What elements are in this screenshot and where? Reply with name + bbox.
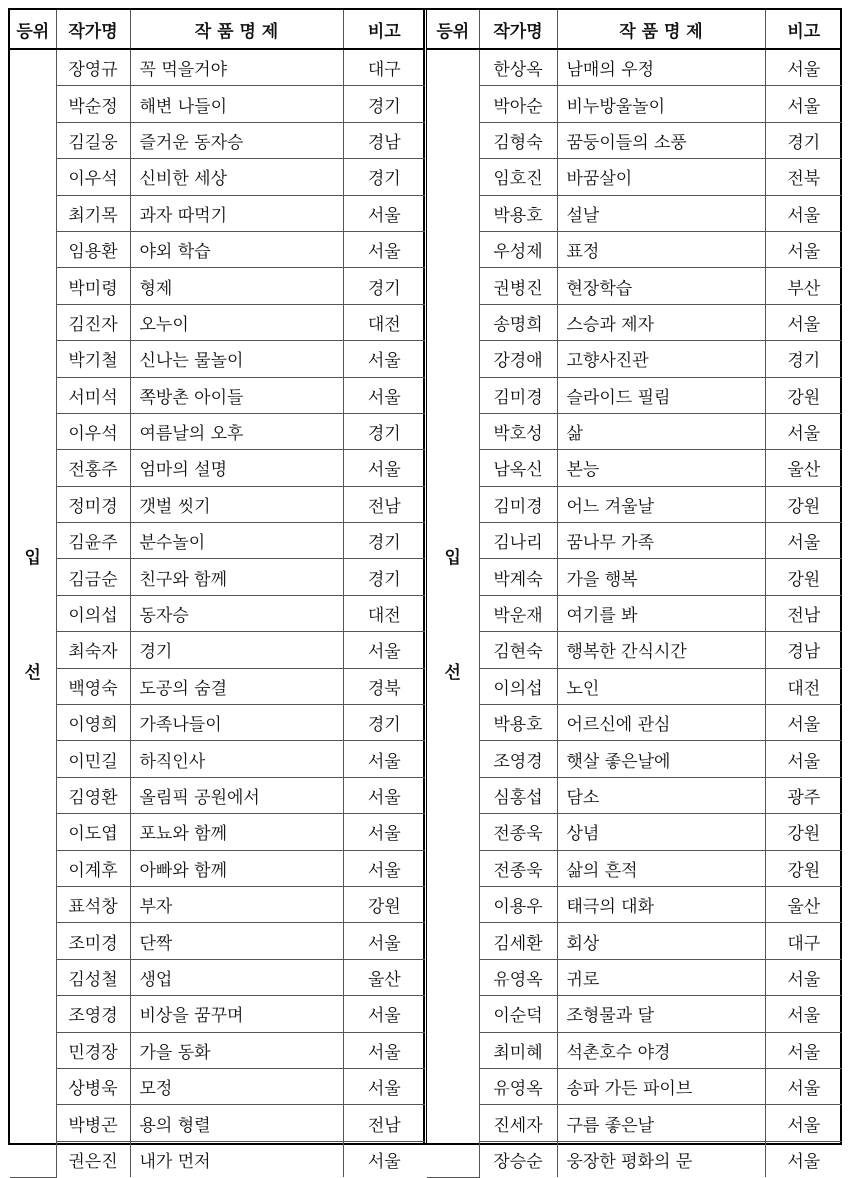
left-header-row: [10, 10, 425, 49]
table-row: [10, 486, 425, 522]
author-cell: 김형숙: [479, 122, 557, 158]
table-row: [427, 195, 842, 231]
title-cell: 구름 좋은날: [557, 1105, 765, 1141]
author-cell: 권병진: [479, 268, 557, 304]
note-cell: 서울: [765, 413, 842, 449]
note-cell: 서울: [343, 923, 425, 959]
note-cell: 경기: [765, 122, 842, 158]
title-cell: 형제: [130, 268, 343, 304]
title-cell: 현장학습: [557, 268, 765, 304]
author-cell: 박병곤: [56, 1105, 130, 1141]
author-cell: 이용우: [479, 886, 557, 922]
title-cell: 신나는 물놀이: [130, 341, 343, 377]
table-row: [427, 705, 842, 741]
title-cell: 어느 겨울날: [557, 486, 765, 522]
note-cell: 전남: [765, 595, 842, 631]
author-cell: 김성철: [56, 959, 130, 995]
title-cell: 꼭 먹을거야: [130, 49, 343, 86]
title-cell: 귀로: [557, 959, 765, 995]
note-cell: 대전: [765, 668, 842, 704]
table-row: [10, 850, 425, 886]
author-cell: 한상옥: [479, 49, 557, 86]
left-results-table: [10, 10, 425, 1178]
note-cell: 서울: [343, 377, 425, 413]
note-cell: 서울: [343, 850, 425, 886]
right-results-table: [427, 10, 842, 1178]
table-row: [427, 523, 842, 559]
table-row: [427, 777, 842, 813]
table-row: [10, 1068, 425, 1104]
author-cell: 남옥신: [479, 450, 557, 486]
note-cell: 울산: [765, 886, 842, 922]
author-cell: 강경애: [479, 341, 557, 377]
title-cell: 남매의 우정: [557, 49, 765, 86]
table-row: [10, 195, 425, 231]
note-cell: 부산: [765, 268, 842, 304]
title-cell: 과자 따먹기: [130, 195, 343, 231]
author-cell: 최미혜: [479, 1032, 557, 1068]
note-cell: 서울: [765, 1105, 842, 1141]
author-header: 작가명: [56, 10, 130, 49]
author-cell: 김미경: [479, 377, 557, 413]
note-cell: 울산: [765, 450, 842, 486]
title-cell: 웅장한 평화의 문: [557, 1141, 765, 1177]
note-cell: 서울: [343, 341, 425, 377]
author-cell: 이영희: [56, 705, 130, 741]
note-cell: 경기: [343, 523, 425, 559]
title-cell: 표정: [557, 231, 765, 267]
note-cell: 서울: [343, 1141, 425, 1177]
note-cell: 서울: [343, 450, 425, 486]
table-row: [10, 1105, 425, 1141]
left-table-body: [10, 49, 425, 1177]
author-cell: 표석창: [56, 886, 130, 922]
title-cell: 분수놀이: [130, 523, 343, 559]
title-cell: 상념: [557, 814, 765, 850]
title-cell: 바꿈살이: [557, 159, 765, 195]
table-row: [10, 377, 425, 413]
title-cell: 즐거운 동자승: [130, 122, 343, 158]
table-row: [427, 122, 842, 158]
author-cell: 김진자: [56, 304, 130, 340]
author-cell: 이우석: [56, 413, 130, 449]
note-cell: 서울: [765, 304, 842, 340]
note-cell: 대구: [343, 49, 425, 86]
table-row: [427, 668, 842, 704]
results-sheet: [8, 8, 842, 1172]
author-cell: 박운재: [479, 595, 557, 631]
title-cell: 스승과 제자: [557, 304, 765, 340]
author-cell: 박호성: [479, 413, 557, 449]
table-row: [427, 595, 842, 631]
author-cell: 이의섭: [479, 668, 557, 704]
title-cell: 오누이: [130, 304, 343, 340]
title-cell: 부자: [130, 886, 343, 922]
title-cell: 갯벌 씻기: [130, 486, 343, 522]
table-row: [427, 559, 842, 595]
table-row: [10, 886, 425, 922]
note-cell: 서울: [765, 49, 842, 86]
title-header: 작 품 명 제: [557, 10, 765, 49]
note-cell: 서울: [343, 231, 425, 267]
author-cell: 전홍주: [56, 450, 130, 486]
title-cell: 단짝: [130, 923, 343, 959]
right-table-panel: [426, 10, 841, 1172]
note-cell: 서울: [343, 1032, 425, 1068]
title-cell: 비누방울놀이: [557, 86, 765, 122]
table-row: [10, 523, 425, 559]
title-header: 작 품 명 제: [130, 10, 343, 49]
note-header: 비고: [343, 10, 425, 49]
author-cell: 박계숙: [479, 559, 557, 595]
author-cell: 전종욱: [479, 814, 557, 850]
table-row: [10, 86, 425, 122]
title-cell: 본능: [557, 450, 765, 486]
author-cell: 박순정: [56, 86, 130, 122]
author-cell: 정미경: [56, 486, 130, 522]
title-cell: 석촌호수 야경: [557, 1032, 765, 1068]
table-row: [10, 595, 425, 631]
note-cell: 대전: [343, 304, 425, 340]
table-row: [10, 159, 425, 195]
table-row: [427, 450, 842, 486]
note-cell: 경기: [765, 341, 842, 377]
note-cell: 울산: [343, 959, 425, 995]
table-row: [427, 814, 842, 850]
table-row: [10, 959, 425, 995]
rank-label-bottom: 선: [444, 663, 461, 684]
note-cell: 서울: [343, 195, 425, 231]
rank-cell: [10, 49, 56, 1177]
table-row: [10, 1032, 425, 1068]
author-cell: 김미경: [479, 486, 557, 522]
title-cell: 꿈나무 가족: [557, 523, 765, 559]
title-cell: 어르신에 관심: [557, 705, 765, 741]
table-row: [427, 1068, 842, 1104]
title-cell: 하직인사: [130, 741, 343, 777]
note-header: 비고: [765, 10, 842, 49]
author-cell: 김길웅: [56, 122, 130, 158]
author-cell: 이우석: [56, 159, 130, 195]
note-cell: 경기: [343, 705, 425, 741]
title-cell: 담소: [557, 777, 765, 813]
table-row: [427, 86, 842, 122]
author-cell: 김영환: [56, 777, 130, 813]
note-cell: 서울: [765, 741, 842, 777]
author-cell: 조영경: [56, 996, 130, 1032]
title-cell: 가족나들이: [130, 705, 343, 741]
author-cell: 임용환: [56, 231, 130, 267]
title-cell: 올림픽 공원에서: [130, 777, 343, 813]
note-cell: 경남: [343, 122, 425, 158]
note-cell: 서울: [765, 231, 842, 267]
table-row: [10, 1141, 425, 1177]
note-cell: 경기: [343, 559, 425, 595]
table-row: [427, 377, 842, 413]
title-cell: 용의 형렬: [130, 1105, 343, 1141]
note-cell: 강원: [765, 814, 842, 850]
title-cell: 송파 가든 파이브: [557, 1068, 765, 1104]
note-cell: 서울: [343, 814, 425, 850]
author-cell: 진세자: [479, 1105, 557, 1141]
title-cell: 생업: [130, 959, 343, 995]
author-cell: 백영숙: [56, 668, 130, 704]
table-row: [10, 814, 425, 850]
author-cell: 이계후: [56, 850, 130, 886]
table-row: [427, 486, 842, 522]
title-cell: 쪽방촌 아이들: [130, 377, 343, 413]
title-cell: 경기: [130, 632, 343, 668]
author-cell: 최기목: [56, 195, 130, 231]
title-cell: 가을 동화: [130, 1032, 343, 1068]
author-cell: 김나리: [479, 523, 557, 559]
note-cell: 강원: [765, 559, 842, 595]
table-row: [427, 268, 842, 304]
author-cell: 이순덕: [479, 996, 557, 1032]
table-row: [427, 1105, 842, 1141]
note-cell: 서울: [765, 86, 842, 122]
table-row: [10, 559, 425, 595]
title-cell: 태극의 대화: [557, 886, 765, 922]
author-cell: 박용호: [479, 705, 557, 741]
rank-cell: [427, 49, 479, 1177]
note-cell: 대구: [765, 923, 842, 959]
title-cell: 삶: [557, 413, 765, 449]
author-cell: 상병욱: [56, 1068, 130, 1104]
author-cell: 장승순: [479, 1141, 557, 1177]
title-cell: 친구와 함께: [130, 559, 343, 595]
table-row: [10, 923, 425, 959]
title-cell: 슬라이드 필림: [557, 377, 765, 413]
rank-header: 등위: [427, 10, 479, 49]
rank-header: 등위: [10, 10, 56, 49]
author-cell: 이민길: [56, 741, 130, 777]
author-cell: 조영경: [479, 741, 557, 777]
note-cell: 서울: [343, 1068, 425, 1104]
title-cell: 가을 행복: [557, 559, 765, 595]
table-row: [10, 632, 425, 668]
table-row: [427, 413, 842, 449]
author-cell: 김윤주: [56, 523, 130, 559]
note-cell: 서울: [765, 523, 842, 559]
table-row: [427, 159, 842, 195]
author-cell: 유영옥: [479, 959, 557, 995]
note-cell: 서울: [765, 1141, 842, 1177]
note-cell: 전북: [765, 159, 842, 195]
title-cell: 해변 나들이: [130, 86, 343, 122]
table-row: [10, 122, 425, 158]
note-cell: 경기: [343, 159, 425, 195]
table-row: [427, 959, 842, 995]
title-cell: 동자승: [130, 595, 343, 631]
note-cell: 서울: [343, 632, 425, 668]
title-cell: 포뇨와 함께: [130, 814, 343, 850]
title-cell: 여기를 봐: [557, 595, 765, 631]
table-row: [10, 49, 425, 86]
table-row: [10, 777, 425, 813]
title-cell: 햇살 좋은날에: [557, 741, 765, 777]
table-row: [427, 632, 842, 668]
author-cell: 서미석: [56, 377, 130, 413]
title-cell: 엄마의 설명: [130, 450, 343, 486]
note-cell: 서울: [765, 959, 842, 995]
author-cell: 심홍섭: [479, 777, 557, 813]
table-row: [427, 304, 842, 340]
author-cell: 이의섭: [56, 595, 130, 631]
note-cell: 광주: [765, 777, 842, 813]
author-cell: 장영규: [56, 49, 130, 86]
title-cell: 노인: [557, 668, 765, 704]
table-row: [10, 413, 425, 449]
author-cell: 박기철: [56, 341, 130, 377]
table-row: [427, 341, 842, 377]
note-cell: 경북: [343, 668, 425, 704]
title-cell: 고향사진관: [557, 341, 765, 377]
note-cell: 경기: [343, 86, 425, 122]
left-table-panel: [10, 10, 425, 1172]
table-row: [427, 741, 842, 777]
title-cell: 아빠와 함께: [130, 850, 343, 886]
note-cell: 서울: [343, 741, 425, 777]
author-header: 작가명: [479, 10, 557, 49]
author-cell: 전종욱: [479, 850, 557, 886]
title-cell: 꿈둥이들의 소풍: [557, 122, 765, 158]
author-cell: 박아순: [479, 86, 557, 122]
title-cell: 모정: [130, 1068, 343, 1104]
note-cell: 서울: [765, 1068, 842, 1104]
note-cell: 강원: [765, 850, 842, 886]
note-cell: 경남: [765, 632, 842, 668]
table-row: [427, 923, 842, 959]
author-cell: 조미경: [56, 923, 130, 959]
note-cell: 강원: [765, 377, 842, 413]
note-cell: 강원: [343, 886, 425, 922]
table-row: [10, 304, 425, 340]
table-row: [10, 668, 425, 704]
author-cell: 이도엽: [56, 814, 130, 850]
title-cell: 여름날의 오후: [130, 413, 343, 449]
title-cell: 삶의 흔적: [557, 850, 765, 886]
title-cell: 조형물과 달: [557, 996, 765, 1032]
note-cell: 경기: [343, 413, 425, 449]
table-row: [427, 1141, 842, 1177]
table-row: [427, 996, 842, 1032]
note-cell: 강원: [765, 486, 842, 522]
note-cell: 전남: [343, 1105, 425, 1141]
table-row: [10, 231, 425, 267]
right-table-body: [427, 49, 842, 1177]
author-cell: 임호진: [479, 159, 557, 195]
title-cell: 신비한 세상: [130, 159, 343, 195]
note-cell: 서울: [343, 996, 425, 1032]
rank-label-top: 입: [24, 548, 41, 569]
table-row: [10, 450, 425, 486]
title-cell: 도공의 숨결: [130, 668, 343, 704]
author-cell: 권은진: [56, 1141, 130, 1177]
table-row: [427, 886, 842, 922]
title-cell: 설날: [557, 195, 765, 231]
rank-label-top: 입: [444, 548, 461, 569]
note-cell: 서울: [765, 195, 842, 231]
title-cell: 회상: [557, 923, 765, 959]
table-row: [10, 705, 425, 741]
title-cell: 내가 먼저: [130, 1141, 343, 1177]
author-cell: 김세환: [479, 923, 557, 959]
right-header-row: [427, 10, 842, 49]
table-row: [10, 268, 425, 304]
author-cell: 김금순: [56, 559, 130, 595]
author-cell: 송명희: [479, 304, 557, 340]
rank-label-bottom: 선: [24, 663, 41, 684]
author-cell: 김현숙: [479, 632, 557, 668]
title-cell: 비상을 꿈꾸며: [130, 996, 343, 1032]
table-row: [427, 49, 842, 86]
table-row: [427, 231, 842, 267]
author-cell: 박미령: [56, 268, 130, 304]
note-cell: 서울: [765, 705, 842, 741]
note-cell: 전남: [343, 486, 425, 522]
title-cell: 행복한 간식시간: [557, 632, 765, 668]
table-row: [10, 996, 425, 1032]
author-cell: 유영옥: [479, 1068, 557, 1104]
table-row: [10, 741, 425, 777]
author-cell: 우성제: [479, 231, 557, 267]
note-cell: 서울: [765, 996, 842, 1032]
note-cell: 서울: [343, 777, 425, 813]
title-cell: 야외 학습: [130, 231, 343, 267]
note-cell: 대전: [343, 595, 425, 631]
author-cell: 박용호: [479, 195, 557, 231]
note-cell: 서울: [765, 1032, 842, 1068]
table-row: [10, 341, 425, 377]
table-row: [427, 1032, 842, 1068]
note-cell: 경기: [343, 268, 425, 304]
author-cell: 최숙자: [56, 632, 130, 668]
author-cell: 민경장: [56, 1032, 130, 1068]
table-row: [427, 850, 842, 886]
